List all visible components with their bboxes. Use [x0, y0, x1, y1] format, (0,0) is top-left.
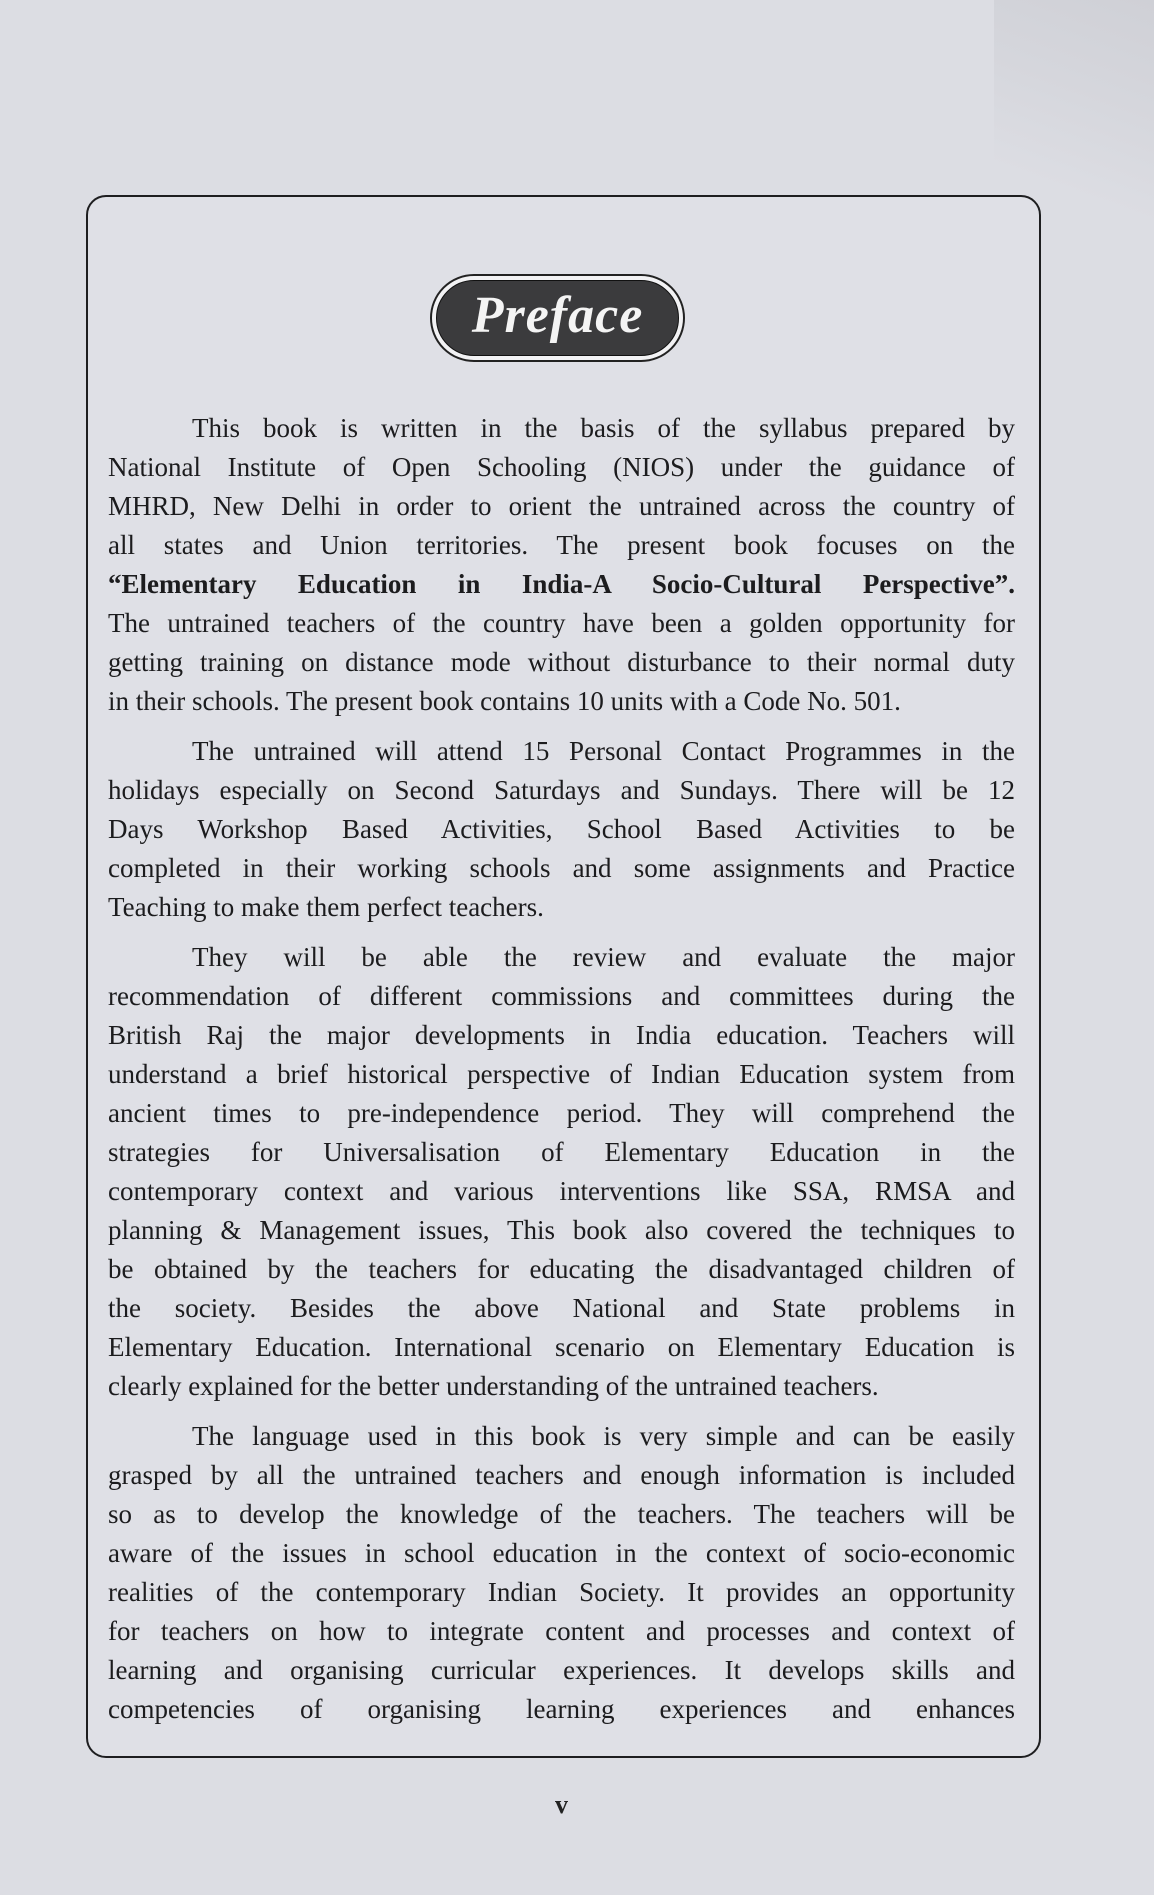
page-title: Preface: [471, 287, 644, 344]
text-line: Days Workshop Based Activities, School Based Activities to be: [108, 814, 1015, 844]
preface-body: [108, 409, 1015, 1740]
heading-badge: [430, 274, 685, 362]
paragraph-4: [108, 1417, 1015, 1729]
text-line: so as to develop the knowledge of the teachers. The teachers will be: [108, 1499, 1015, 1529]
text-line: The language used in this book is very simple and can be easily: [192, 1421, 1015, 1451]
text-line: The untrained teachers of the country have been a golden opportunity for: [108, 608, 1015, 638]
text-line: realities of the contemporary Indian Society. It provides an opportunity: [108, 1577, 1015, 1607]
paragraph-1: [108, 409, 1015, 721]
text-line: the society. Besides the above National and State problems in: [108, 1293, 1015, 1323]
text-line: contemporary context and various interventions like SSA, RMSA and: [108, 1176, 1015, 1206]
text-line: completed in their working schools and some assignments and Practice: [108, 853, 1015, 883]
heading-badge-inner: [436, 280, 679, 356]
text-line: planning & Management issues, This book also covered the techniques to: [108, 1215, 1015, 1245]
text-line: holidays especially on Second Saturdays and Sundays. There will be 12: [108, 775, 1015, 805]
text-line: strategies for Universalisation of Elementary Education in the: [108, 1137, 1015, 1167]
text-line: getting training on distance mode without disturbance to their normal duty: [108, 647, 1015, 677]
text-line: clearly explained for the better understanding of the untrained teachers.: [108, 1371, 879, 1401]
text-line: aware of the issues in school education in the context of socio-economic: [108, 1538, 1015, 1568]
paragraph-2: [108, 732, 1015, 927]
text-line: This book is written in the basis of the syllabus prepared by: [192, 413, 1015, 443]
paragraph-3: [108, 938, 1015, 1406]
text-line: Teaching to make them perfect teachers.: [108, 892, 544, 922]
text-line: ancient times to pre-independence period. They will comprehend the: [108, 1098, 1015, 1128]
book-title-line: “Elementary Education in India-A Socio-Cultural Perspective”.: [108, 569, 1015, 599]
text-line: be obtained by the teachers for educating the disadvantaged children of: [108, 1254, 1015, 1284]
text-line: MHRD, New Delhi in order to orient the untrained across the country of: [108, 491, 1015, 521]
text-line: for teachers on how to integrate content and processes and context of: [108, 1616, 1015, 1646]
text-line: recommendation of different commissions and committees during the: [108, 981, 1015, 1011]
text-line: British Raj the major developments in India education. Teachers will: [108, 1020, 1015, 1050]
text-line: They will be able the review and evaluate the major: [192, 942, 1015, 972]
text-line: in their schools. The present book contains 10 units with a Code No. 501.: [108, 686, 901, 716]
text-line: understand a brief historical perspective of Indian Education system from: [108, 1059, 1015, 1089]
text-line: Elementary Education. International scenario on Elementary Education is: [108, 1332, 1015, 1362]
text-line: grasped by all the untrained teachers and enough information is included: [108, 1460, 1015, 1490]
page-number: v: [555, 1790, 568, 1819]
text-line: National Institute of Open Schooling (NIOS) under the guidance of: [108, 452, 1015, 482]
text-line: all states and Union territories. The present book focuses on the: [108, 530, 1015, 560]
text-line: learning and organising curricular experiences. It develops skills and: [108, 1655, 1015, 1685]
text-line: competencies of organising learning experiences and enhances: [108, 1694, 1015, 1724]
text-line: The untrained will attend 15 Personal Contact Programmes in the: [192, 736, 1015, 766]
